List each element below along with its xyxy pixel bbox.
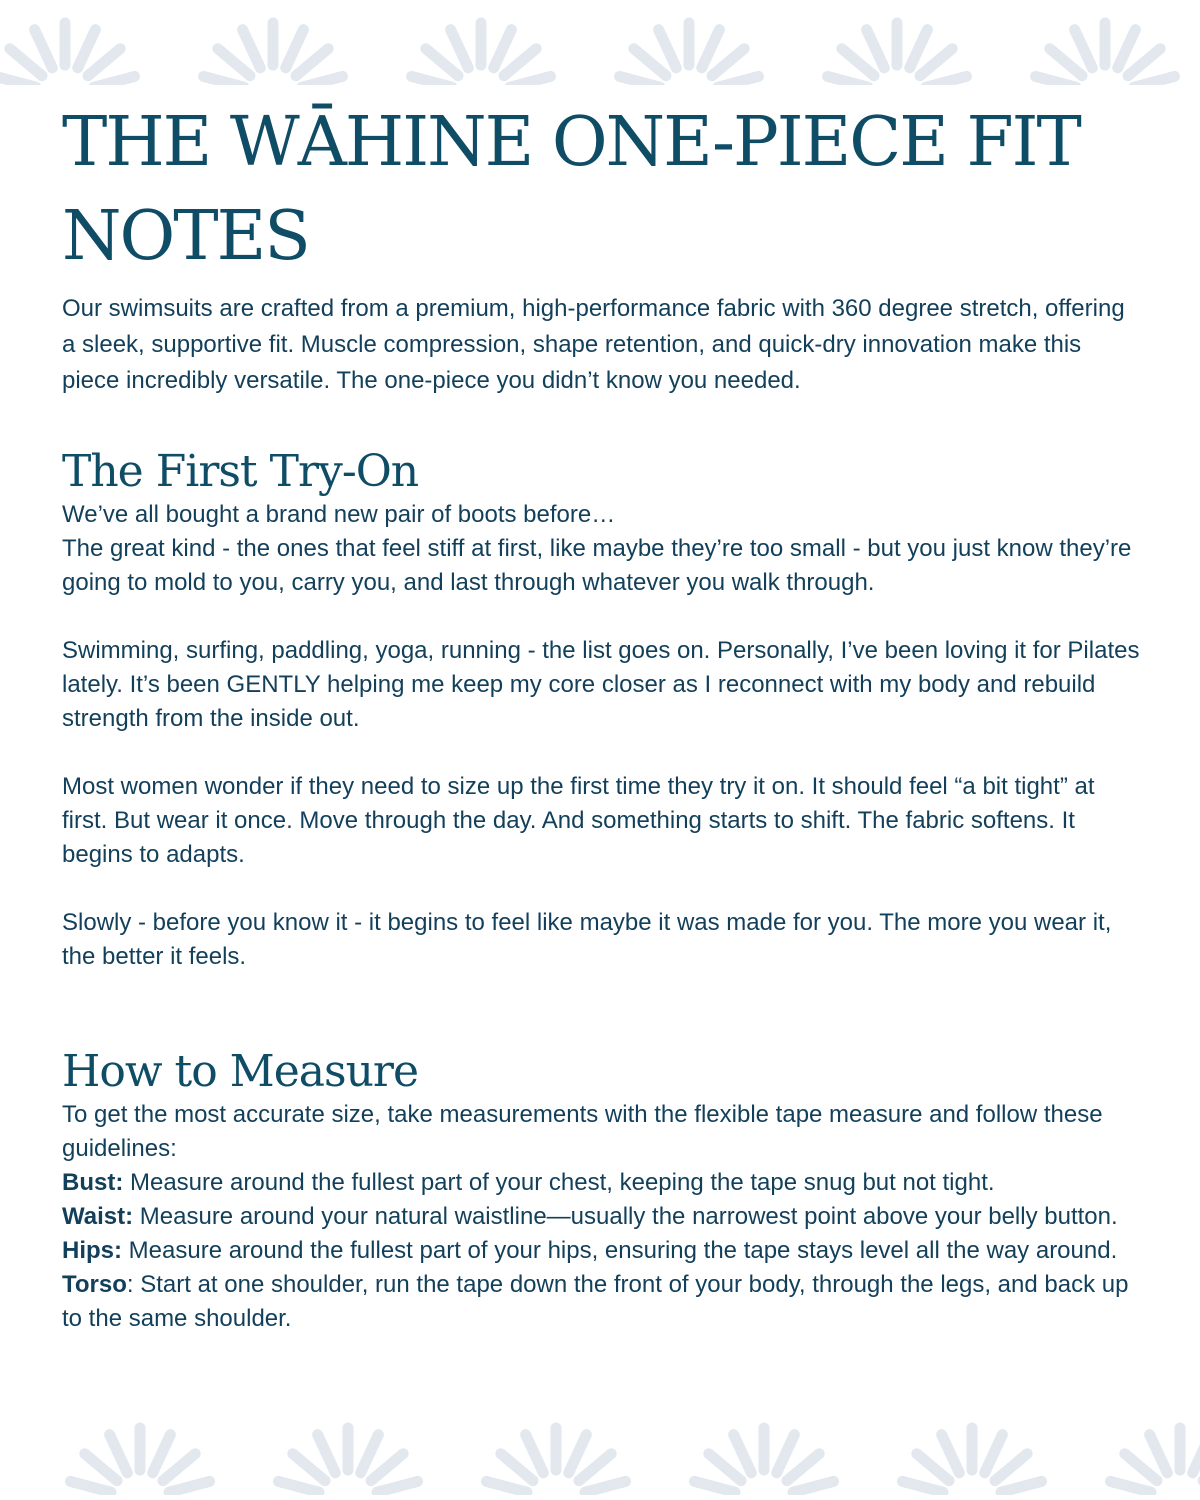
- sunburst-ray: [296, 49, 328, 76]
- sunburst-ray: [828, 76, 869, 85]
- sunburst-ray: [1193, 1435, 1200, 1473]
- sunburst-ray: [787, 1454, 819, 1481]
- sunburst-ray: [585, 1481, 626, 1492]
- sunburst-ray: [526, 1435, 544, 1473]
- sunburst-ray: [71, 1481, 112, 1492]
- fit-notes-document: [62, 96, 1142, 1336]
- sunburst-ray: [1150, 1435, 1168, 1473]
- sunburst-ray: [487, 1481, 528, 1492]
- sunburst-ray: [412, 76, 453, 85]
- sunburst-ray: [985, 1435, 1003, 1473]
- top-sunburst-border: [0, 0, 1200, 85]
- sunburst-ray: [1050, 49, 1082, 76]
- measure-item-waist: [62, 1200, 1142, 1234]
- sunburst-ray: [293, 1454, 325, 1481]
- sunburst-ray: [88, 49, 120, 76]
- sunburst-ray: [218, 49, 250, 76]
- sunburst-ray: [926, 76, 967, 85]
- sunburst-ray: [279, 1481, 320, 1492]
- measure-term: Bust:: [62, 1169, 124, 1196]
- sunburst-ray: [504, 49, 536, 76]
- measure-item-hips: [62, 1234, 1142, 1268]
- sunburst-ray: [361, 1435, 379, 1473]
- sunburst-ray: [426, 49, 458, 76]
- sunburst-ray: [569, 1435, 587, 1473]
- sunburst-ray: [302, 76, 343, 85]
- sunburst-pattern-icon: [0, 1405, 1200, 1495]
- sunburst-ray: [910, 30, 928, 68]
- sunburst-ray: [659, 30, 677, 68]
- sunburst-ray: [501, 1454, 533, 1481]
- how-to-measure-heading: How to Measure: [62, 1046, 418, 1097]
- sunburst-ray: [85, 1454, 117, 1481]
- measure-term: Waist:: [62, 1203, 134, 1230]
- sunburst-ray: [243, 30, 261, 68]
- sunburst-ray: [1075, 30, 1093, 68]
- sunburst-ray: [942, 1435, 960, 1473]
- sunburst-ray: [510, 76, 551, 85]
- try-on-paragraph-3: Most women wonder if they need to size up the first time they try it on. It should feel “a bit tight” at first. But wear it once. Move through the day. And something starts to shift. The fabric softens. It begins to adapts.: [62, 773, 1095, 868]
- sunburst-ray: [995, 1454, 1027, 1481]
- sunburst-ray: [712, 49, 744, 76]
- measure-term: Hips:: [62, 1237, 122, 1264]
- sunburst-ray: [94, 76, 135, 85]
- sunburst-ray: [318, 1435, 336, 1473]
- sunburst-ray: [1111, 1481, 1152, 1492]
- sunburst-ray: [169, 1481, 210, 1492]
- sunburst-ray: [286, 30, 304, 68]
- sunburst-ray: [377, 1481, 418, 1492]
- measure-item-torso: [62, 1268, 1142, 1336]
- sunburst-ray: [35, 30, 53, 68]
- sunburst-ray: [153, 1435, 171, 1473]
- sunburst-ray: [579, 1454, 611, 1481]
- measure-term: Torso: [62, 1271, 127, 1298]
- try-on-line-1: We’ve all bought a brand new pair of boots before…: [62, 501, 616, 528]
- sunburst-ray: [695, 1481, 736, 1492]
- sunburst-ray: [777, 1435, 795, 1473]
- sunburst-ray: [163, 1454, 195, 1481]
- bottom-sunburst-border: [0, 1405, 1200, 1495]
- sunburst-pattern-icon: [0, 0, 1200, 85]
- sunburst-ray: [718, 76, 759, 85]
- sunburst-ray: [709, 1454, 741, 1481]
- sunburst-ray: [1118, 30, 1136, 68]
- measure-intro: To get the most accurate size, take measurements with the flexible tape measure and follow these guidelines:: [62, 1101, 1103, 1162]
- sunburst-ray: [1036, 76, 1077, 85]
- sunburst-ray: [634, 49, 666, 76]
- sunburst-ray: [842, 49, 874, 76]
- measure-text: Measure around the fullest part of your hips, ensuring the tape stays level all the way around.: [122, 1237, 1118, 1264]
- sunburst-ray: [451, 30, 469, 68]
- sunburst-ray: [793, 1481, 834, 1492]
- sunburst-ray: [917, 1454, 949, 1481]
- sunburst-ray: [78, 30, 96, 68]
- measure-text: Measure around the fullest part of your chest, keeping the tape snug but not tight.: [123, 1169, 995, 1196]
- sunburst-ray: [1134, 76, 1175, 85]
- sunburst-ray: [920, 49, 952, 76]
- sunburst-ray: [371, 1454, 403, 1481]
- sunburst-ray: [494, 30, 512, 68]
- sunburst-ray: [10, 49, 42, 76]
- sunburst-ray: [0, 76, 36, 85]
- try-on-line-2: The great kind - the ones that feel stiff at first, like maybe they’re too small - but you just know they’re going to mold to you, carry you, and last through whatever you walk through.: [62, 535, 1132, 596]
- sunburst-ray: [1125, 1454, 1157, 1481]
- try-on-paragraph-2: Swimming, surfing, paddling, yoga, running - the list goes on. Personally, I’ve been loving it for Pilates lately. It’s been GENTLY helping me keep my core closer as I reconnect with my body and rebuild strength from the inside out.: [62, 637, 1140, 732]
- sunburst-ray: [110, 1435, 128, 1473]
- first-try-on-heading: The First Try-On: [62, 446, 419, 497]
- measure-text: Measure around your natural waistline—usually the narrowest point above your belly button.: [133, 1203, 1118, 1230]
- sunburst-ray: [204, 76, 245, 85]
- sunburst-ray: [702, 30, 720, 68]
- sunburst-ray: [734, 1435, 752, 1473]
- measure-item-bust: [62, 1166, 1142, 1200]
- sunburst-ray: [1128, 49, 1160, 76]
- sunburst-ray: [867, 30, 885, 68]
- intro-paragraph: Our swimsuits are crafted from a premium, high-performance fabric with 360 degree stretch, offering a sleek, supportive fit. Muscle compression, shape retention, and quick-dry innovation make this piece incredibly versatile. The one-piece you didn’t know you needed.: [62, 295, 1125, 394]
- sunburst-ray: [903, 1481, 944, 1492]
- sunburst-ray: [1001, 1481, 1042, 1492]
- page-title: THE WĀHINE ONE-PIECE FIT NOTES: [62, 103, 1080, 276]
- measure-text: : Start at one shoulder, run the tape down the front of your body, through the legs, and back up to the same shoulder.: [62, 1271, 1129, 1332]
- try-on-paragraph-4: Slowly - before you know it - it begins to feel like maybe it was made for you. The more you wear it, the better it feels.: [62, 909, 1112, 970]
- sunburst-ray: [620, 76, 661, 85]
